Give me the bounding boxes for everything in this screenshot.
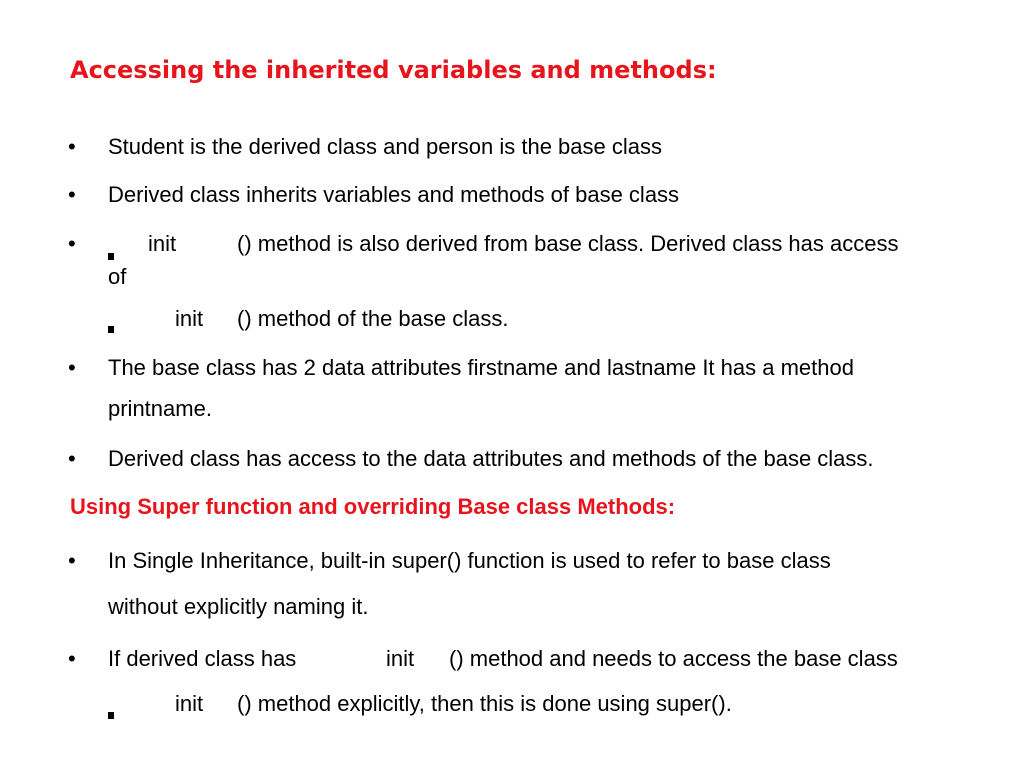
section-subtitle: Using Super function and overriding Base class Methods: [70,494,676,519]
bullet-marker: • [68,134,76,159]
init-text: init [386,646,415,671]
bullet-marker: • [68,182,76,207]
bullet-marker: • [68,646,76,671]
init-text: init [175,306,204,331]
underscore-mark [108,253,114,260]
bullet-text: If derived class has [108,646,297,671]
underscore-mark [108,326,114,333]
bullet-text-continued: () method of the base class. [237,306,509,331]
init-text: init [175,691,204,716]
bullet-text-continued: of [108,264,127,289]
bullet-marker: • [68,355,76,380]
bullet-marker: • [68,446,76,471]
bullet-text: In Single Inheritance, built-in super() function is used to refer to base class [108,548,831,573]
slide-title: Accessing the inherited variables and methods: [70,56,717,84]
bullet-text-continued: printname. [108,396,212,421]
bullet-text: Student is the derived class and person is the base class [108,134,662,159]
underscore-mark [108,712,114,719]
bullet-marker: • [68,548,76,573]
bullet-text: () method is also derived from base class. Derived class has access [237,231,899,256]
bullet-marker: • [68,231,76,256]
bullet-text: The base class has 2 data attributes firstname and lastname It has a method [108,355,854,380]
bullet-text: () method and needs to access the base class [449,646,898,671]
bullet-text: Derived class inherits variables and methods of base class [108,182,680,207]
init-text: init [148,231,177,256]
bullet-text: Derived class has access to the data attributes and methods of the base class. [108,446,874,471]
bullet-text-continued: without explicitly naming it. [108,594,369,619]
bullet-text-continued: () method explicitly, then this is done using super(). [237,691,732,716]
